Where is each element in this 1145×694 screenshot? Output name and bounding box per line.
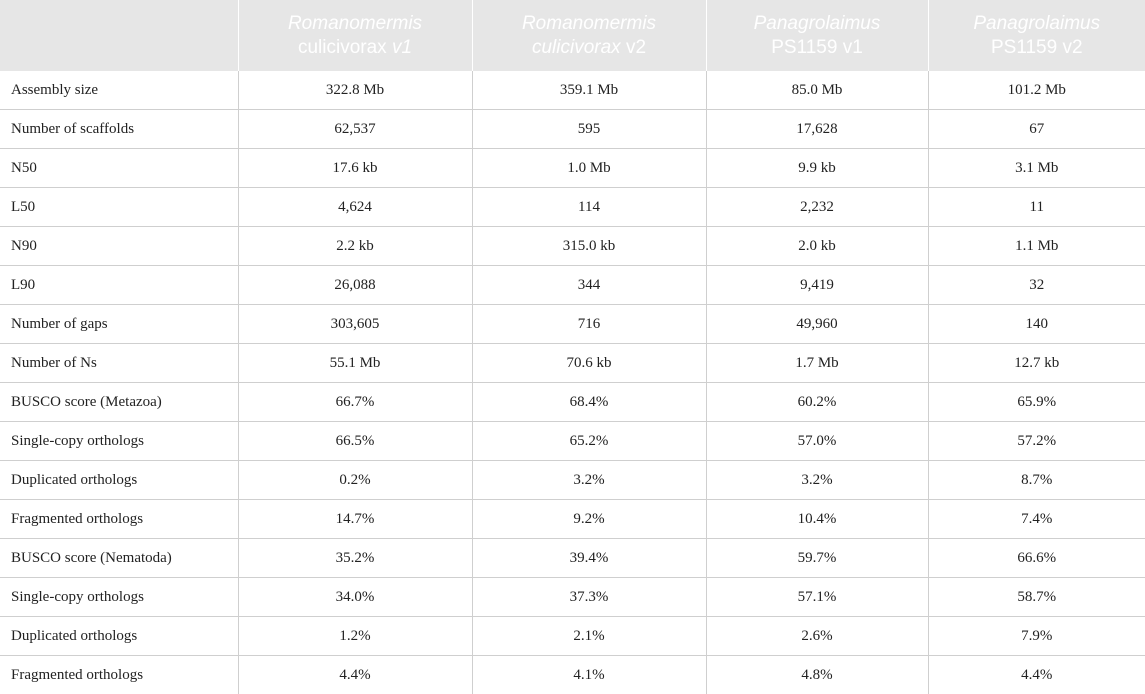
header-col-1 [238,0,472,71]
table-cell: 12.7 kb [928,344,1145,383]
table-cell: 34.0% [238,578,472,617]
table-cell: 49,960 [706,305,928,344]
row-label: L90 [0,266,238,305]
table-row [0,110,1145,149]
row-label: Duplicated orthologs [0,461,238,500]
table-cell: 4.8% [706,656,928,694]
table-cell: 303,605 [238,305,472,344]
row-label: Single-copy orthologs [0,422,238,461]
table-row [0,266,1145,305]
row-label: Assembly size [0,71,238,110]
table-cell: 57.1% [706,578,928,617]
row-label: Number of scaffolds [0,110,238,149]
table-cell: 17,628 [706,110,928,149]
table-row [0,578,1145,617]
table-cell: 2.2 kb [238,227,472,266]
header-col-3-genus: Panagrolaimus [753,12,881,34]
table-row [0,305,1145,344]
table-cell: 57.2% [928,422,1145,461]
table-cell: 3.1 Mb [928,149,1145,188]
table-cell: 7.4% [928,500,1145,539]
header-col-3-strain: PS1159 [771,36,838,58]
header-col-2-species: culicivorax [531,36,621,58]
table-cell: 2.1% [472,617,706,656]
table-cell: 65.2% [472,422,706,461]
header-col-2-version: v2 [620,36,647,58]
table-cell: 3.2% [472,461,706,500]
header-col-4 [928,0,1145,71]
table-cell: 1.1 Mb [928,227,1145,266]
table-row [0,344,1145,383]
table-cell: 8.7% [928,461,1145,500]
table-cell: 65.9% [928,383,1145,422]
table-cell: 1.0 Mb [472,149,706,188]
table-cell: 716 [472,305,706,344]
table-cell: 1.2% [238,617,472,656]
table-cell: 60.2% [706,383,928,422]
header-col-2-genus: Romanomermis [521,12,657,34]
table-cell: 58.7% [928,578,1145,617]
table-cell: 9,419 [706,266,928,305]
row-label: N50 [0,149,238,188]
row-label: Duplicated orthologs [0,617,238,656]
header-corner-cell [0,0,238,71]
table-cell: 359.1 Mb [472,71,706,110]
row-label: Number of Ns [0,344,238,383]
header-col-2 [472,0,706,71]
table-cell: 10.4% [706,500,928,539]
table-cell: 4,624 [238,188,472,227]
table-cell: 595 [472,110,706,149]
table-cell: 322.8 Mb [238,71,472,110]
header-col-3 [706,0,928,71]
header-col-4-genus: Panagrolaimus [973,12,1101,34]
table-cell: 101.2 Mb [928,71,1145,110]
table-row [0,383,1145,422]
header-row [0,0,1145,71]
table-cell: 140 [928,305,1145,344]
table-cell: 26,088 [238,266,472,305]
table-cell: 2.0 kb [706,227,928,266]
table-row [0,539,1145,578]
header-col-1-version: v1 [386,36,413,58]
table-cell: 9.2% [472,500,706,539]
table-cell: 7.9% [928,617,1145,656]
table-cell: 9.9 kb [706,149,928,188]
table-row [0,227,1145,266]
table-row [0,461,1145,500]
table-cell: 14.7% [238,500,472,539]
table-row [0,188,1145,227]
table-cell: 4.4% [1021,666,1053,683]
table-cell: 17.6 kb [238,149,472,188]
table-cell: 68.4% [472,383,706,422]
table-cell: 2,232 [706,188,928,227]
table-body [0,71,1145,694]
table-row [0,617,1145,656]
table-cell: 57.0% [706,422,928,461]
table-cell: 66.7% [238,383,472,422]
table-row [0,656,1145,694]
row-label: Number of gaps [0,305,238,344]
table-cell: 4.4% [238,656,472,694]
header-col-3-version: v1 [837,36,863,58]
table-cell: 37.3% [472,578,706,617]
table-cell: 32 [928,266,1145,305]
row-label: Fragmented orthologs [0,656,238,694]
row-label: Single-copy orthologs [0,578,238,617]
row-label: L50 [0,188,238,227]
table-row [0,71,1145,110]
row-label: N90 [0,227,238,266]
table-cell: 315.0 kb [472,227,706,266]
header-col-4-version: v2 [1057,36,1083,58]
table-cell: 114 [472,188,706,227]
row-label: Fragmented orthologs [0,500,238,539]
table-cell: 1.7 Mb [706,344,928,383]
table-cell: 4.1% [472,656,706,694]
table-cell: 66.6% [928,539,1145,578]
table-row [0,149,1145,188]
table-row [0,500,1145,539]
table-cell: 62,537 [238,110,472,149]
table-row [0,422,1145,461]
table-cell: 11 [928,188,1145,227]
table-header [0,0,1145,71]
table-cell: 66.5% [238,422,472,461]
table-cell: 35.2% [238,539,472,578]
table-cell: 39.4% [472,539,706,578]
table-cell: 344 [472,266,706,305]
table-cell: 55.1 Mb [238,344,472,383]
header-col-4-strain: PS1159 [990,36,1058,58]
row-label: BUSCO score (Nematoda) [0,539,238,578]
table-cell: 85.0 Mb [706,71,928,110]
header-col-1-genus: Romanomermis [287,12,423,34]
table-cell: 59.7% [706,539,928,578]
table-cell: 3.2% [706,461,928,500]
table-cell: 0.2% [238,461,472,500]
row-label: BUSCO score (Metazoa) [0,383,238,422]
table-cell: 2.6% [706,617,928,656]
table-cell: 67 [928,110,1145,149]
header-col-1-species: culicivorax [297,36,387,58]
table-cell: 70.6 kb [472,344,706,383]
